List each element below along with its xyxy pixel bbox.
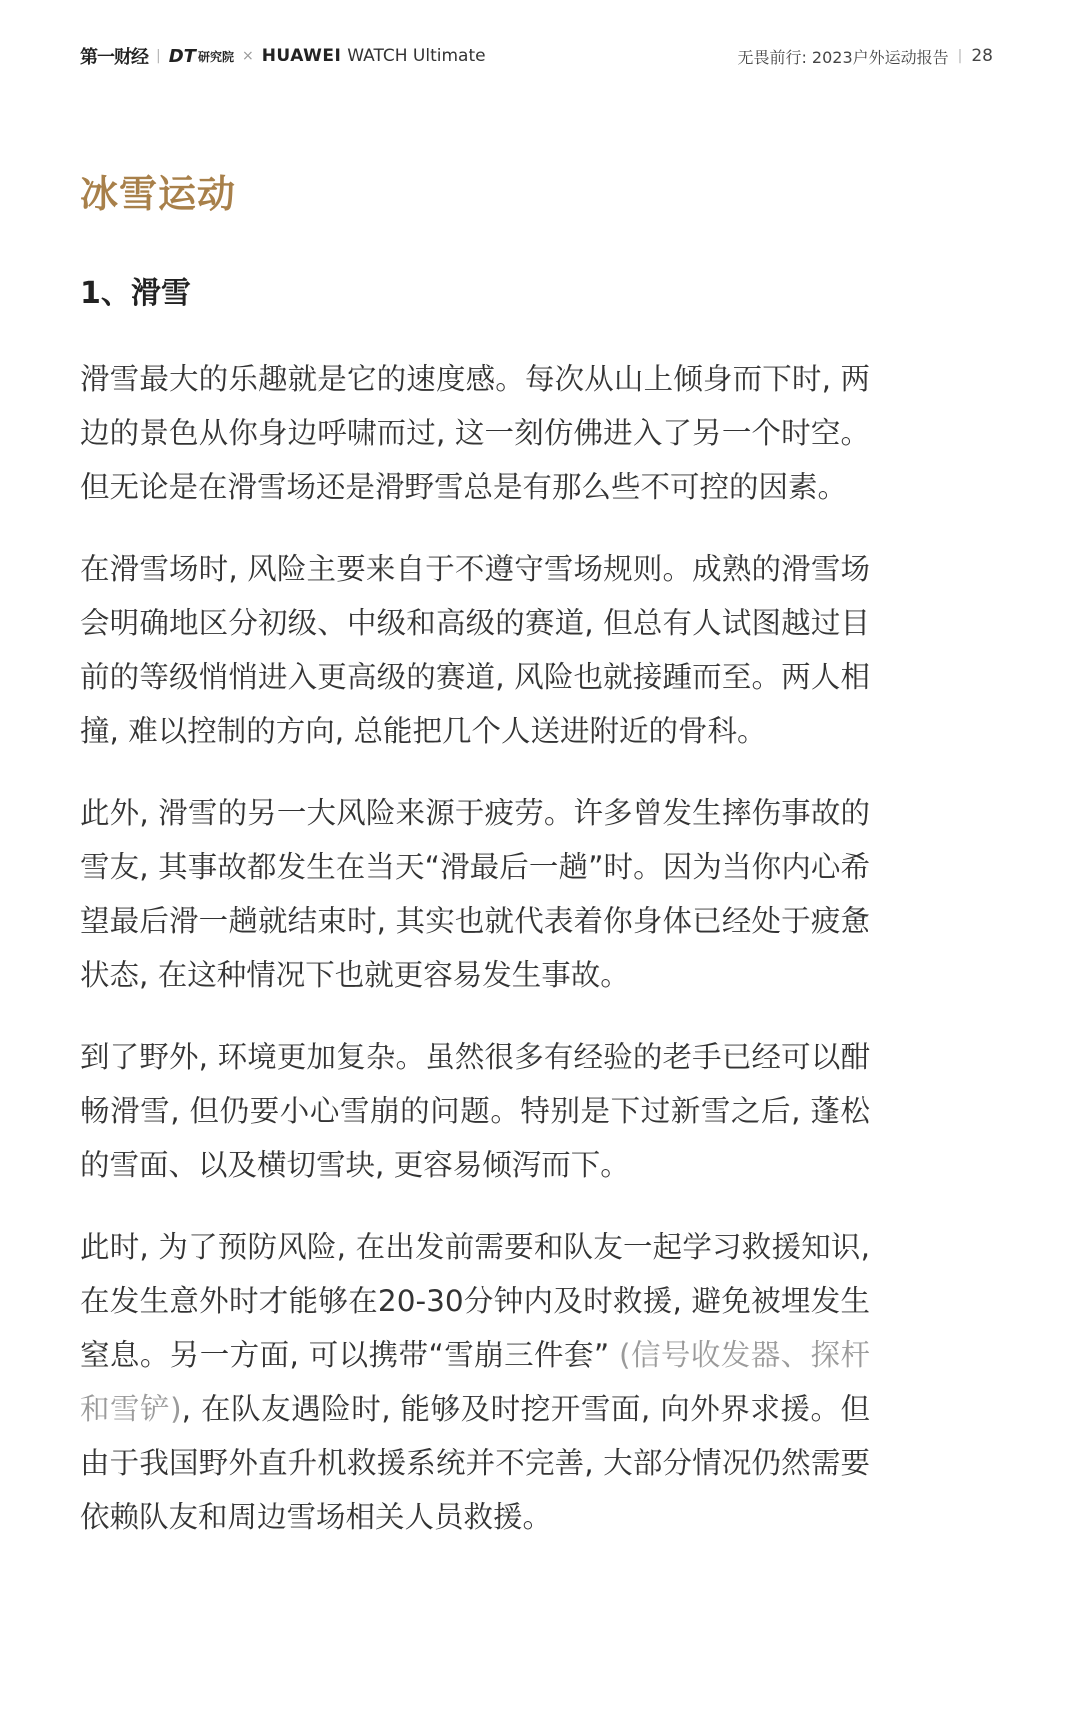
page-number: 28 [971,46,993,66]
logo-separator: | [156,48,161,64]
paragraph-text-after: , 在队友遇险时, 能够及时挖开雪面, 向外界求援。但由于我国野外直升机救援系统并不完善, 大部分情况仍然需要依赖队友和周边雪场相关人员救援。 [80,1392,870,1534]
article-body [80,352,870,1572]
collab-times-icon: × [241,48,254,64]
paragraph-avalanche-rescue [80,1220,870,1544]
dt-logo-sub: 研究院 [197,49,234,64]
paragraph: 在滑雪场时, 风险主要来自于不遵守雪场规则。成熟的滑雪场会明确地区分初级、中级和高级的赛道, 但总有人试图越过目前的等级悄悄进入更高级的赛道, 风险也就接踵而至。两人相撞, 难以控制的方向, 总能把几个人送进附近的骨科。 [80,552,870,748]
report-info [737,45,993,68]
paragraph: 此外, 滑雪的另一大风险来源于疲劳。许多曾发生摔伤事故的雪友, 其事故都发生在当天“滑最后一趟”时。因为当你内心希望最后滑一趟就结束时, 其实也就代表着你身体已经处于疲惫状态, 在这种情况下也就更容易发生事故。 [80,796,870,992]
huawei-logo: HUAWEI [261,46,342,66]
yicai-logo: 第一财经 [80,47,148,68]
avalanche-kit-note: (信号收发器、探杆和雪铲) [80,1338,870,1426]
dt-logo: DT [168,45,196,67]
page-separator: | [957,48,963,64]
paragraph: 到了野外, 环境更加复杂。虽然很多有经验的老手已经可以酣畅滑雪, 但仍要小心雪崩的问题。特别是下过新雪之后, 蓬松的雪面、以及横切雪块, 更容易倾泻而下。 [80,1040,870,1182]
paragraph: 滑雪最大的乐趣就是它的速度感。每次从山上倾身而下时, 两边的景色从你身边呼啸而过, 这一刻仿佛进入了另一个时空。但无论是在滑雪场还是滑野雪总是有那么些不可控的因素。 [80,362,870,504]
brand-logos [80,43,486,69]
report-title: 无畏前行: 2023户外运动报告 [737,47,949,67]
section-title: 冰雪运动 [80,172,237,216]
page-header [80,42,993,70]
watch-product-name: WATCH Ultimate [347,46,486,66]
subsection-title: 1、滑雪 [80,276,191,311]
paragraph-text-before: 此时, 为了预防风险, 在出发前需要和队友一起学习救援知识, 在发生意外时才能够在20-30分钟内及时救援, 避免被埋发生窒息。另一方面, 可以携带“雪崩三件套” [80,1230,870,1372]
